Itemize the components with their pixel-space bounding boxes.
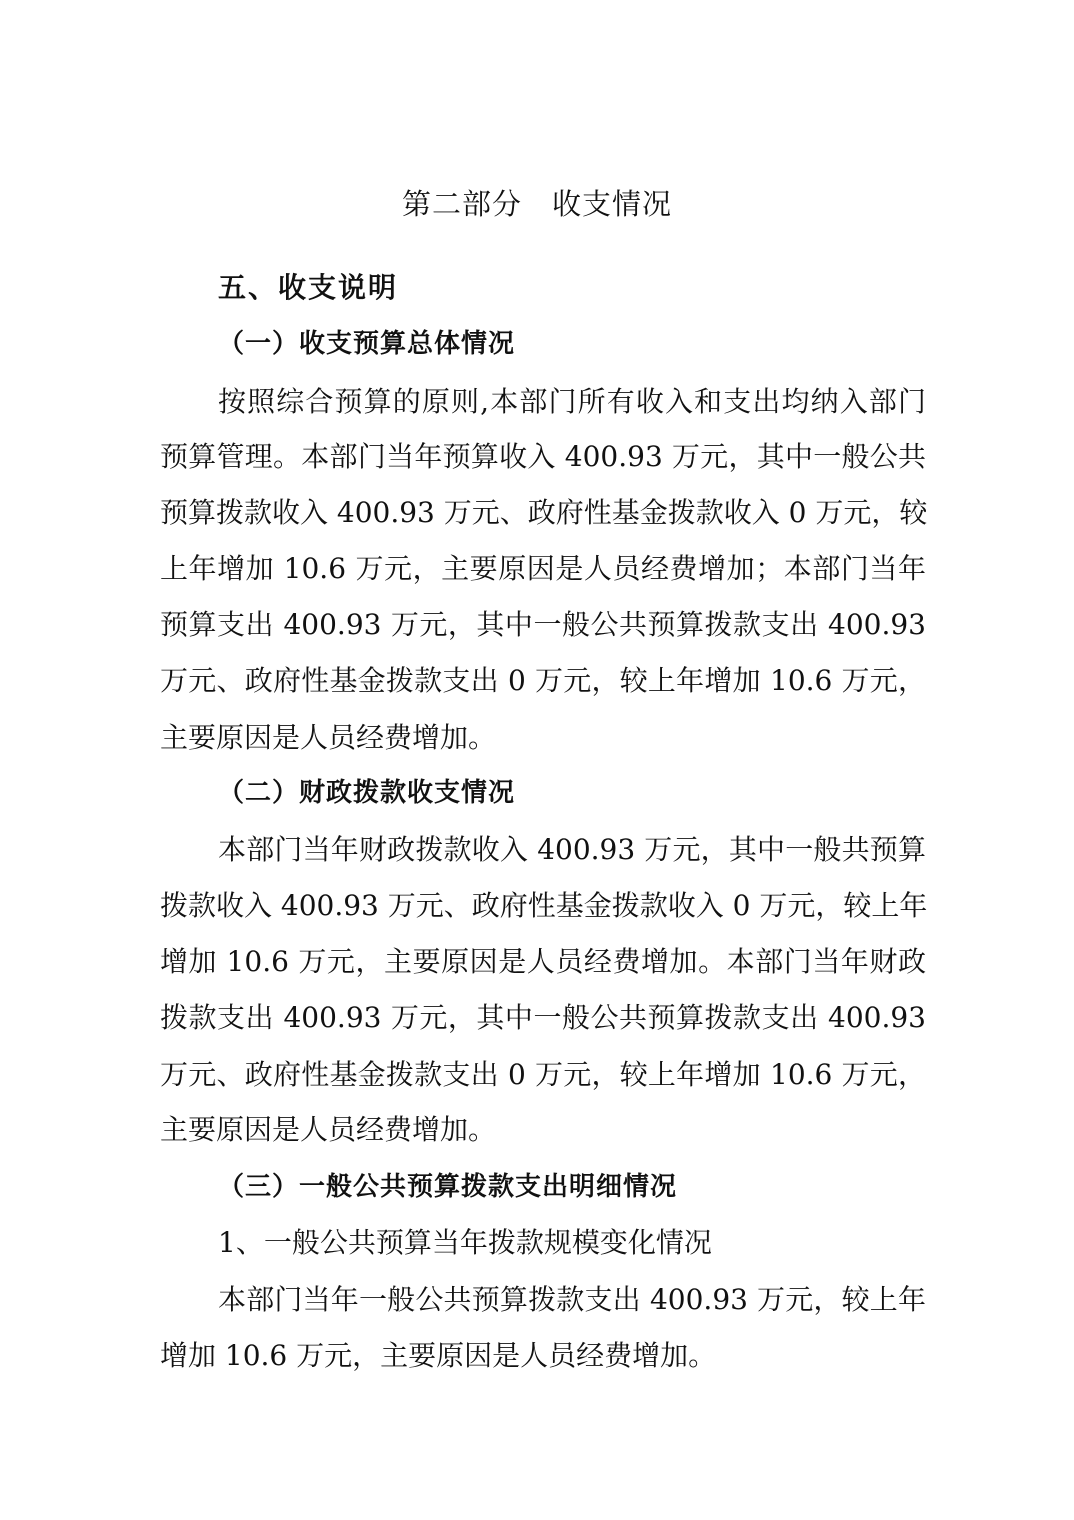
paragraph-line: 按照综合预算的原则,本部门所有收入和支出均纳入部门: [218, 385, 926, 418]
paragraph-line: 拨款收入 400.93 万元、政府性基金拨款收入 0 万元，较上年: [160, 889, 928, 922]
paragraph-line: 预算支出 400.93 万元，其中一般公共预算拨款支出 400.93: [160, 608, 926, 641]
paragraph-line: 拨款支出 400.93 万元，其中一般公共预算拨款支出 400.93: [160, 1001, 926, 1034]
section-heading: 五、收支说明: [218, 271, 399, 304]
paragraph-line: 万元、政府性基金拨款支出 0 万元，较上年增加 10.6 万元，: [160, 664, 926, 697]
paragraph-line: 预算管理。本部门当年预算收入 400.93 万元，其中一般公共: [160, 440, 926, 473]
paragraph-line: 主要原因是人员经费增加。: [160, 721, 497, 754]
paragraph-line: 本部门当年一般公共预算拨款支出 400.93 万元，较上年: [218, 1283, 926, 1316]
subsection-heading-1: （一）收支预算总体情况: [218, 329, 516, 359]
item-label: 1、一般公共预算当年拨款规模变化情况: [218, 1226, 712, 1259]
subsection-heading-2: （二）财政拨款收支情况: [218, 778, 516, 808]
subsection-heading-3: （三）一般公共预算拨款支出明细情况: [218, 1172, 678, 1202]
paragraph-line: 预算拨款收入 400.93 万元、政府性基金拨款收入 0 万元，较: [160, 496, 928, 529]
paragraph-line: 增加 10.6 万元，主要原因是人员经费增加。本部门当年财政: [160, 945, 926, 978]
paragraph-line: 上年增加 10.6 万元，主要原因是人员经费增加；本部门当年: [160, 552, 926, 585]
paragraph-line: 增加 10.6 万元，主要原因是人员经费增加。: [160, 1339, 717, 1372]
paragraph-line: 万元、政府性基金拨款支出 0 万元，较上年增加 10.6 万元，: [160, 1058, 926, 1091]
paragraph-line: 主要原因是人员经费增加。: [160, 1113, 497, 1146]
paragraph-line: 本部门当年财政拨款收入 400.93 万元，其中一般共预算: [218, 833, 926, 866]
page-title: 第二部分 收支情况: [401, 187, 672, 221]
